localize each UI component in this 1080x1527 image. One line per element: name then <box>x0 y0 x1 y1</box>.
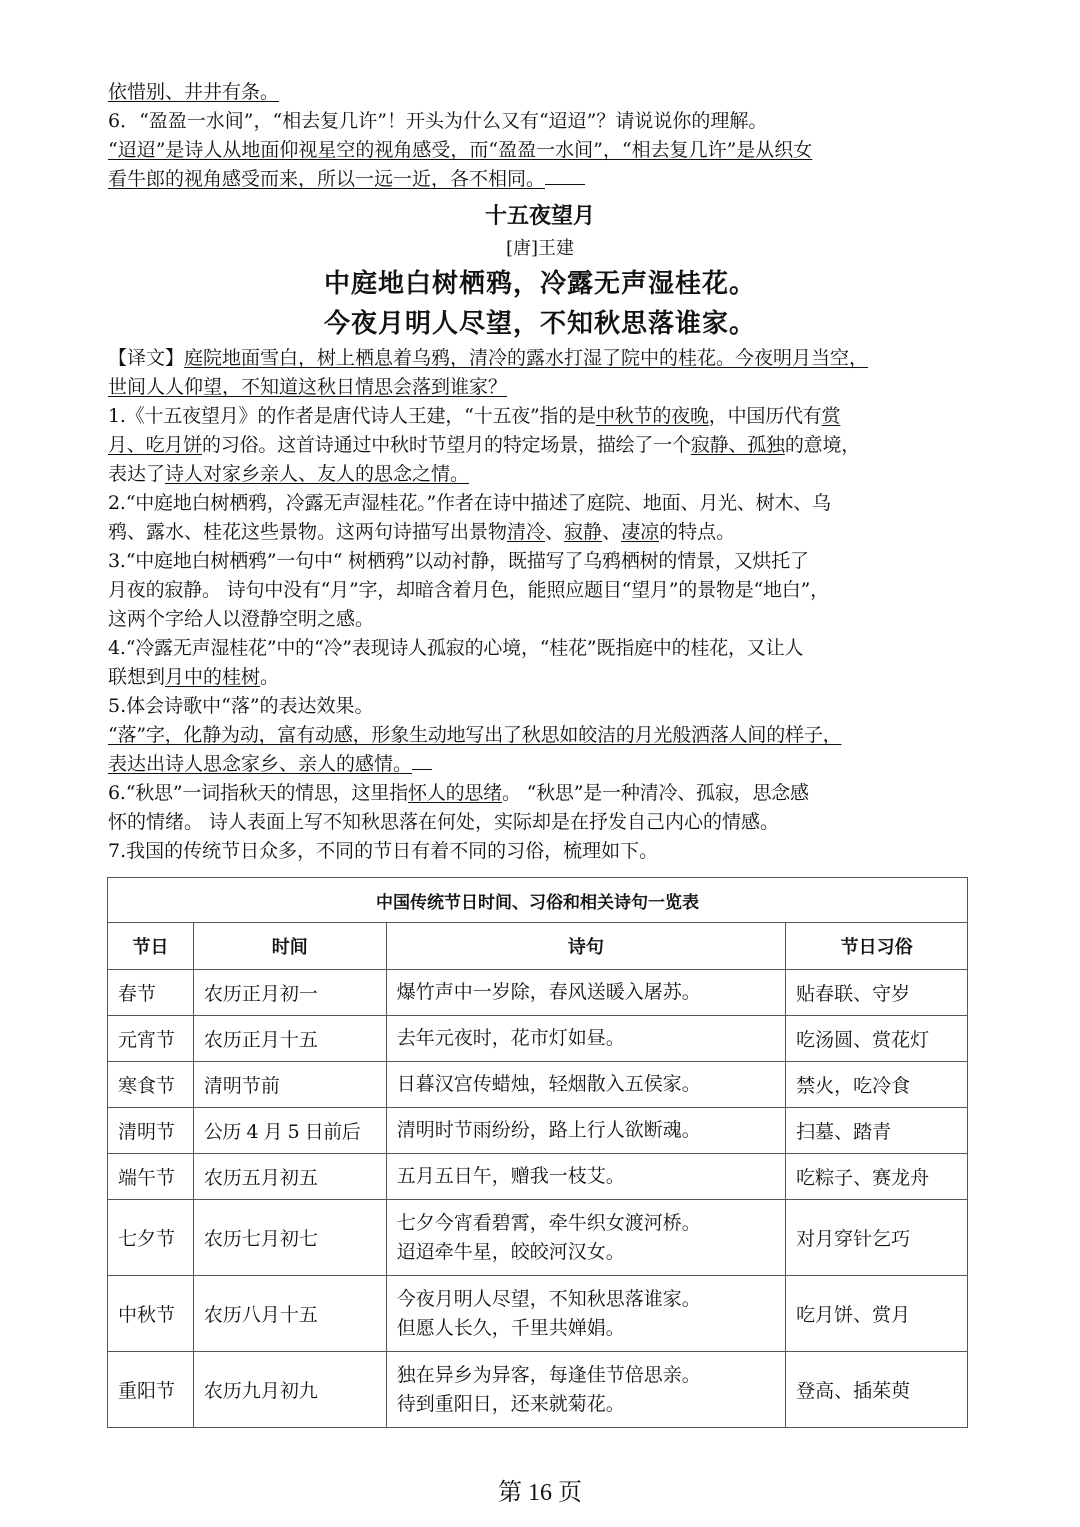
time-cell: 清明节前 <box>193 1062 386 1108</box>
custom-cell: 吃粽子、赛龙舟 <box>786 1154 968 1200</box>
time-cell: 农历正月初一 <box>193 970 386 1016</box>
note-5-answer-cont: 表达出诗人思念家乡、亲人的感情。 <box>108 750 972 779</box>
poem-cell: 独在异乡为异客，每逢佳节倍思亲。 待到重阳日，还来就菊花。 <box>386 1352 785 1428</box>
time-cell: 农历五月初五 <box>193 1154 386 1200</box>
table-row <box>108 1154 968 1200</box>
note-6: 6.“秋思”一词指秋天的情思，这里指怀人的思绪。 “秋思”是一种清冷、孤寂，思念感 <box>108 782 809 804</box>
festival-cell: 元宵节 <box>108 1016 194 1062</box>
poem-cell: 日暮汉宫传蜡烛，轻烟散入五侯家。 <box>386 1062 785 1108</box>
note-5: 5.体会诗歌中“落”的表达效果。 <box>108 695 374 717</box>
column-header-festival: 节日 <box>108 923 194 970</box>
table-row <box>108 970 968 1016</box>
time-cell: 农历九月初九 <box>193 1352 386 1428</box>
note-4-cont: 联想到月中的桂树。 <box>108 666 280 688</box>
poem-author: [唐]王建 <box>505 238 575 259</box>
note-7: 7.我国的传统节日众多，不同的节日有着不同的习俗，梳理如下。 <box>108 840 659 862</box>
note-4: 4.“冷露无声湿桂花”中的“冷”表现诗人孤寂的心境，“桂花”既指庭中的桂花，又让人 <box>108 637 804 659</box>
poem-cell: 清明时节雨纷纷，路上行人欲断魂。 <box>386 1108 785 1154</box>
time-cell: 农历八月十五 <box>193 1276 386 1352</box>
table-caption: 中国传统节日时间、习俗和相关诗句一览表 <box>108 878 968 923</box>
column-header-time: 时间 <box>193 923 386 970</box>
table-header-row <box>108 923 968 970</box>
column-header-poem: 诗句 <box>386 923 785 970</box>
translation-label: 【译文】 <box>108 347 185 369</box>
table-row <box>108 1352 968 1428</box>
custom-cell: 扫墓、踏青 <box>786 1108 968 1154</box>
poem-cell: 七夕今宵看碧霄，牵牛织女渡河桥。 迢迢牵牛星，皎皎河汉女。 <box>386 1200 785 1276</box>
poem-line-1: 中庭地白树栖鸦，冷露无声湿桂花。 <box>323 269 756 299</box>
time-cell: 农历七月初七 <box>193 1200 386 1276</box>
table-caption-row <box>108 878 968 923</box>
custom-cell: 禁火，吃冷食 <box>786 1062 968 1108</box>
custom-cell: 吃月饼、赏月 <box>786 1276 968 1352</box>
custom-cell: 贴春联、守岁 <box>786 970 968 1016</box>
festival-cell: 端午节 <box>108 1154 194 1200</box>
note-2: 2.“中庭地白树栖鸦，冷露无声湿桂花。”作者在诗中描述了庭院、地面、月光、树木、乌 <box>108 492 831 514</box>
translation: 【译文】庭院地面雪白，树上栖息着乌鸦，清冷的露水打湿了院中的桂花。今夜明月当空， <box>108 347 869 369</box>
answer-6-cont: 看牛郎的视角感受而来，所以一远一近，各不相同。 <box>108 165 972 194</box>
table-row <box>108 1016 968 1062</box>
poem-cell: 爆竹声中一岁除，春风送暖入屠苏。 <box>386 970 785 1016</box>
answer-6: “迢迢”是诗人从地面仰视星空的视角感受，而“盈盈一水间”，“相去复几许”是从织女 <box>108 139 813 161</box>
festival-cell: 中秋节 <box>108 1276 194 1352</box>
question-6: 6．“盈盈一水间”，“相去复几许”！开头为什么又有“迢迢”？请说说你的理解。 <box>108 110 768 132</box>
note-5-answer: “落”字，化静为动，富有动感，形象生动地写出了秋思如皎洁的月光般洒落人间的样子， <box>108 724 842 746</box>
note-3-cont: 月夜的寂静。 诗句中没有“月”字，却暗含着月色，能照应题目“望月”的景物是“地白”， <box>108 579 829 601</box>
note-1: 1.《十五夜望月》的作者是唐代诗人王建，“十五夜”指的是中秋节的夜晚，中国历代有赏 <box>108 405 841 427</box>
note-3: 3.“中庭地白树栖鸦”一句中“ 树栖鸦”以动衬静，既描写了乌鸦栖树的情景，又烘托了 <box>108 550 809 572</box>
translation-cont: 世间人人仰望，不知道这秋日情思会落到谁家？ <box>108 376 508 398</box>
festival-cell: 清明节 <box>108 1108 194 1154</box>
note-2-cont: 鸦、露水、桂花这些景物。这两句诗描写出景物清冷、寂静、凄凉的特点。 <box>108 521 736 543</box>
poem-line-2: 今夜月明人尽望，不知秋思落谁家。 <box>323 309 756 339</box>
note-1-cont2: 表达了诗人对家乡亲人、友人的思念之情。 <box>108 463 470 485</box>
time-cell: 农历正月十五 <box>193 1016 386 1062</box>
poem-title: 十五夜望月 <box>484 203 595 229</box>
prev-answer-tail: 依惜别、井井有条。 <box>108 81 280 103</box>
custom-cell: 登高、插茱萸 <box>786 1352 968 1428</box>
time-cell: 公历 4 月 5 日前后 <box>193 1108 386 1154</box>
poem-cell: 今夜月明人尽望，不知秋思落谁家。 但愿人长久，千里共婵娟。 <box>386 1276 785 1352</box>
note-1-cont: 月、吃月饼的习俗。这首诗通过中秋时节望月的特定场景，描绘了一个寂静、孤独的意境， <box>108 434 861 456</box>
festival-cell: 寒食节 <box>108 1062 194 1108</box>
festival-table <box>107 877 968 1428</box>
poem-cell: 五月五日午，赠我一枝艾。 <box>386 1154 785 1200</box>
document-body <box>108 78 972 866</box>
table-row <box>108 1062 968 1108</box>
note-6-cont: 怀的情绪。 诗人表面上写不知秋思落在何处，实际却是在抒发自己内心的情感。 <box>108 811 780 833</box>
column-header-custom: 节日习俗 <box>786 923 968 970</box>
festival-cell: 七夕节 <box>108 1200 194 1276</box>
note-3-cont2: 这两个字给人以澄静空明之感。 <box>108 608 375 630</box>
table-row <box>108 1276 968 1352</box>
table-row <box>108 1108 968 1154</box>
custom-cell: 对月穿针乞巧 <box>786 1200 968 1276</box>
festival-cell: 重阳节 <box>108 1352 194 1428</box>
custom-cell: 吃汤圆、赏花灯 <box>786 1016 968 1062</box>
page-number: 第 16 页 <box>498 1480 582 1506</box>
table-row <box>108 1200 968 1276</box>
festival-cell: 春节 <box>108 970 194 1016</box>
poem-cell: 去年元夜时，花市灯如昼。 <box>386 1016 785 1062</box>
